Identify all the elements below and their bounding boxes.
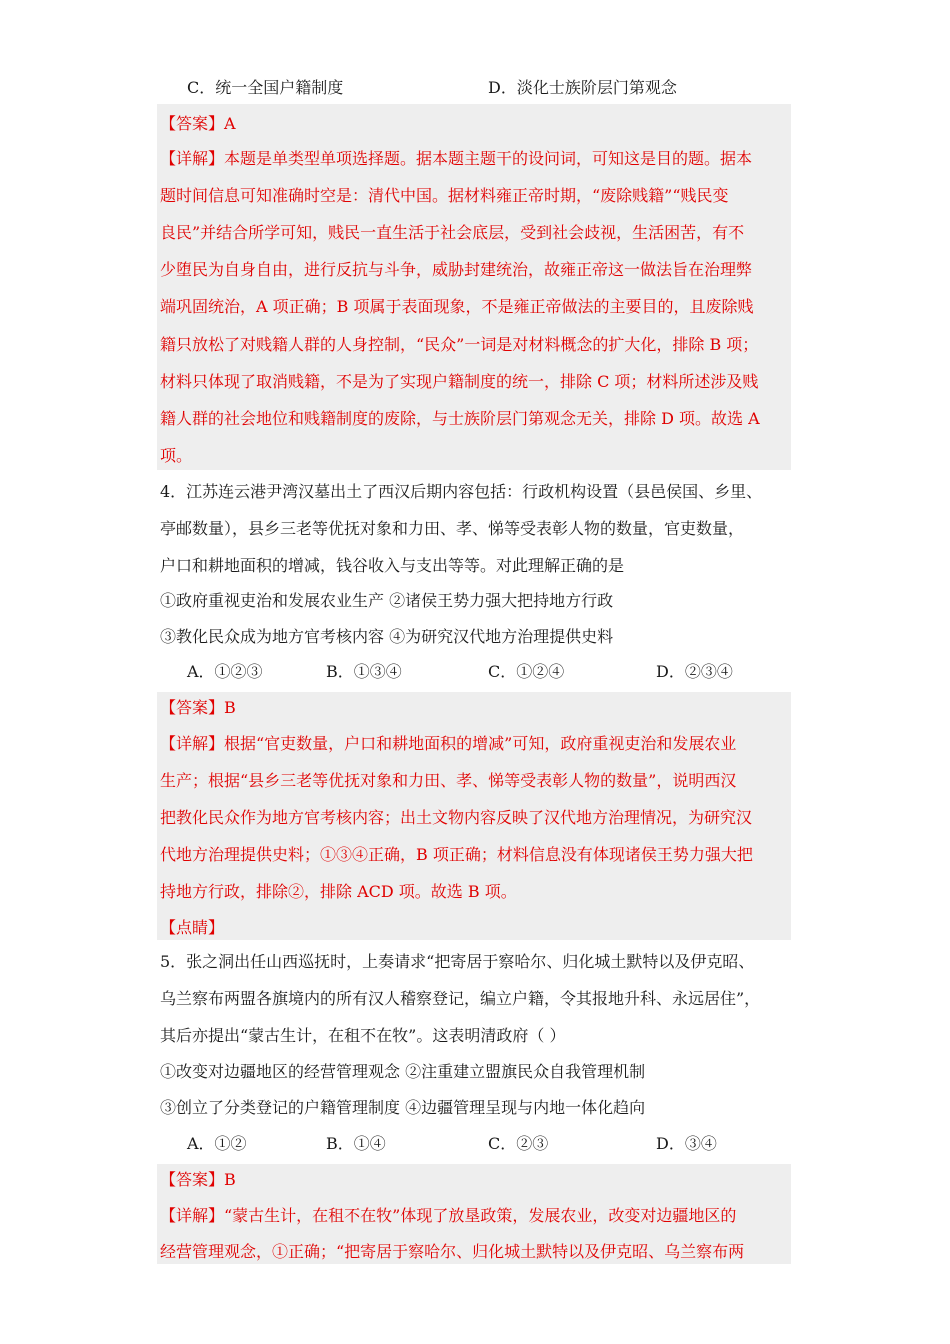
q3-detail-line: 少堕民为自身自由，进行反抗与斗争，威胁封建统治，故雍正帝这一做法旨在治理弊 xyxy=(160,260,753,279)
q3-answer: 【答案】A xyxy=(160,114,236,133)
q3-detail-line: 良民”并结合所学可知，贱民一直生活于社会底层，受到社会歧视，生活困苦，有不 xyxy=(160,223,745,242)
q4-answer-block xyxy=(157,692,791,940)
q5-option-a: A．①② xyxy=(187,1134,247,1153)
q3-detail-line: 籍只放松了对贱籍人群的人身控制，“民众”一词是对材料概念的扩大化，排除 B 项； xyxy=(160,335,759,354)
q4-point: 【点睛】 xyxy=(160,918,225,937)
q4-option-c: C．①②④ xyxy=(488,662,565,681)
q5-option-c: C．②③ xyxy=(488,1134,549,1153)
q5-stem-line: 其后亦提出“蒙古生计，在租不在牧”。这表明清政府（ ） xyxy=(160,1026,566,1045)
q3-option-c: C．统一全国户籍制度 xyxy=(187,78,344,97)
q5-detail-line: 【详解】“蒙古生计，在租不在牧”体现了放垦政策，发展农业，改变对边疆地区的 xyxy=(160,1206,737,1225)
q4-answer: 【答案】B xyxy=(160,698,236,717)
q5-stem-line: 乌兰察布两盟各旗境内的所有汉人稽察登记，编立户籍，令其报地升科、永远居住”， xyxy=(160,989,761,1008)
q4-option-a: A．①②③ xyxy=(187,662,263,681)
q3-detail-line: 【详解】本题是单类型单项选择题。据本题主题干的设问词，可知这是目的题。据本 xyxy=(160,149,753,168)
q4-detail-line: 持地方行政，排除②，排除 ACD 项。故选 B 项。 xyxy=(160,882,517,901)
q3-answer-block xyxy=(157,104,791,470)
q5-detail-line: 经营管理观念，①正确；“把寄居于察哈尔、归化城土默特以及伊克昭、乌兰察布两 xyxy=(160,1242,745,1261)
q4-stem-line: 户口和耕地面积的增减，钱谷收入与支出等等。对此理解正确的是 xyxy=(160,556,625,575)
q4-option-b: B．①③④ xyxy=(326,662,402,681)
q5-stem-line: 5．张之洞出任山西巡抚时，上奏请求“把寄居于察哈尔、归化城土默特以及伊克昭、 xyxy=(160,952,755,971)
q4-detail-line: 【详解】根据“官吏数量，户口和耕地面积的增减”可知，政府重视吏治和发展农业 xyxy=(160,734,737,753)
q5-option-d: D．③④ xyxy=(656,1134,717,1153)
q4-stem-line: 4．江苏连云港尹湾汉墓出土了西汉后期内容包括：行政机构设置（县邑侯国、乡里、 xyxy=(160,482,763,501)
q4-detail-line: 把教化民众作为地方官考核内容；出土文物内容反映了汉代地方治理情况，为研究汉 xyxy=(160,808,753,827)
q5-item-line: ③创立了分类登记的户籍管理制度 ④边疆管理呈现与内地一体化趋向 xyxy=(160,1098,646,1117)
q5-item-line: ①改变对边疆地区的经营管理观念 ②注重建立盟旗民众自我管理机制 xyxy=(160,1062,646,1081)
q5-answer-block xyxy=(157,1164,791,1264)
q4-detail-line: 生产；根据“县乡三老等优抚对象和力田、孝、悌等受表彰人物的数量”，说明西汉 xyxy=(160,771,737,790)
q4-option-d: D．②③④ xyxy=(656,662,733,681)
q4-stem-line: 亭邮数量），县乡三老等优抚对象和力田、孝、悌等受表彰人物的数量，官吏数量， xyxy=(160,519,745,538)
q3-detail-line: 籍人群的社会地位和贱籍制度的废除，与士族阶层门第观念无关，排除 D 项。故选 A xyxy=(160,409,760,428)
q4-detail-line: 代地方治理提供史料；①③④正确，B 项正确；材料信息没有体现诸侯王势力强大把 xyxy=(160,845,753,864)
q3-detail-line: 题时间信息可知准确时空是：清代中国。据材料雍正帝时期，“废除贱籍”“贱民变 xyxy=(160,186,729,205)
q3-detail-line: 材料只体现了取消贱籍，不是为了实现户籍制度的统一，排除 C 项；材料所述涉及贱 xyxy=(160,372,759,391)
q3-detail-line: 端巩固统治，A 项正确；B 项属于表面现象，不是雍正帝做法的主要目的，且废除贱 xyxy=(160,297,754,316)
q5-option-b: B．①④ xyxy=(326,1134,386,1153)
q5-answer: 【答案】B xyxy=(160,1170,236,1189)
q4-item-line: ③教化民众成为地方官考核内容 ④为研究汉代地方治理提供史料 xyxy=(160,627,614,646)
q3-option-d: D．淡化士族阶层门第观念 xyxy=(488,78,677,97)
q4-item-line: ①政府重视吏治和发展农业生产 ②诸侯王势力强大把持地方行政 xyxy=(160,591,614,610)
q3-detail-line: 项。 xyxy=(160,446,193,465)
